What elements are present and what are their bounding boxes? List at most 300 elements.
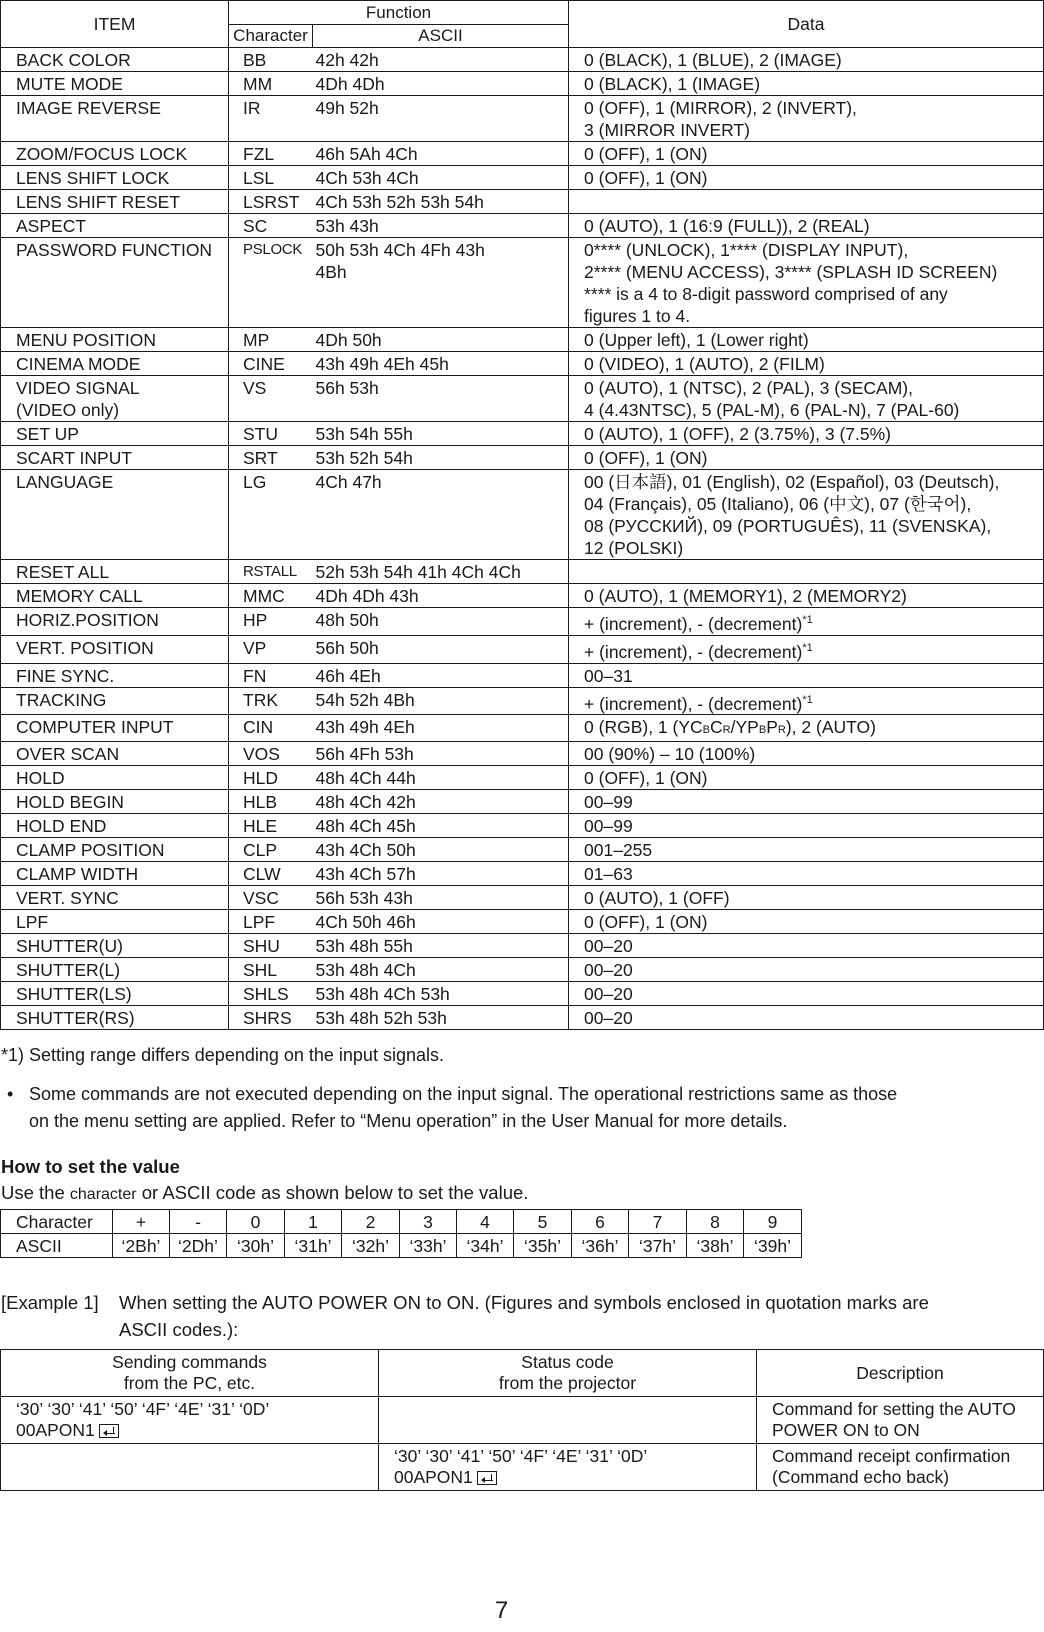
data-cell (569, 96, 1044, 142)
character-cell: CINE (229, 352, 313, 376)
ascii-line: 4Bh (315, 262, 347, 282)
table-row (1, 715, 1044, 742)
example-header-status (379, 1350, 757, 1397)
character-cell: LSL (229, 166, 313, 190)
item-line: LENS SHIFT RESET (16, 192, 181, 212)
table-row (1, 328, 1044, 352)
howto-intro-post: or ASCII code as shown below to set the value. (136, 1182, 529, 1203)
data-cell (569, 352, 1044, 376)
character-cell: LG (229, 470, 313, 560)
ascii-cell (313, 958, 569, 982)
data-cell (569, 190, 1044, 214)
data-cell (569, 862, 1044, 886)
data-cell (569, 982, 1044, 1006)
subscript-letter: R (777, 724, 786, 737)
data-line: 0 (OFF), 1 (ON) (584, 144, 708, 164)
footnote: *1) Setting range differs depending on the input signals. (1, 1045, 444, 1065)
subscript-letter: B (702, 724, 711, 737)
ascii-cell (313, 814, 569, 838)
ascii-line: 46h 4Eh (315, 665, 381, 686)
example-label: [Example 1] (1, 1292, 99, 1313)
item-line: FINE SYNC. (16, 665, 115, 686)
character-cell: SC (229, 214, 313, 238)
table-row (1, 608, 1044, 636)
value-ascii-cell: ‘32h’ (342, 1234, 400, 1258)
item-line: ZOOM/FOCUS LOCK (16, 144, 188, 164)
item-cell (1, 214, 229, 238)
ascii-cell (313, 766, 569, 790)
data-cell (569, 687, 1044, 715)
data-line: 0 (OFF), 1 (ON) (584, 168, 708, 188)
item-cell (1, 742, 229, 766)
example-description-cell (757, 1397, 1044, 1444)
value-character-cell: + (113, 1210, 170, 1234)
item-line: IMAGE REVERSE (16, 98, 161, 118)
item-cell (1, 166, 229, 190)
example-text-line-2: ASCII codes.): (119, 1319, 239, 1340)
data-cell (569, 766, 1044, 790)
ascii-line: 56h 53h (315, 378, 379, 398)
example-status-cell (379, 1397, 757, 1444)
item-line: SHUTTER(RS) (16, 1008, 135, 1029)
value-table-ascii-row (1, 1234, 802, 1258)
item-line: VERT. POSITION (16, 637, 154, 658)
character-cell: LSRST (229, 190, 313, 214)
ascii-line: 53h 48h 4Ch 53h (315, 984, 450, 1005)
example-row (1, 1444, 1044, 1491)
item-cell (1, 328, 229, 352)
character-cell: VS (229, 376, 313, 422)
item-line: PASSWORD FUNCTION (16, 240, 213, 260)
item-line: CINEMA MODE (16, 354, 141, 374)
subscript-letter: B (758, 724, 767, 737)
ascii-line: 4Dh 4Dh 43h (315, 586, 419, 606)
table-row (1, 663, 1044, 687)
data-line: 0 (OFF), 1 (MIRROR), 2 (INVERT), (584, 98, 857, 118)
item-cell (1, 142, 229, 166)
example-status-line (394, 1446, 756, 1467)
table-row (1, 982, 1044, 1006)
character-cell: CLP (229, 838, 313, 862)
item-cell (1, 1006, 229, 1030)
ascii-cell (313, 715, 569, 742)
data-cell (569, 934, 1044, 958)
ascii-line: 53h 48h 52h 53h (315, 1008, 447, 1029)
example-description-line (772, 1467, 1043, 1488)
ascii-line: 56h 50h (315, 637, 379, 658)
item-cell (1, 862, 229, 886)
data-cell (569, 72, 1044, 96)
item-line: COMPUTER INPUT (16, 717, 174, 738)
item-cell (1, 982, 229, 1006)
ascii-line: 4Dh 4Dh (315, 74, 385, 94)
item-line: BACK COLOR (16, 50, 131, 70)
item-line: MEMORY CALL (16, 586, 143, 606)
data-cell (569, 166, 1044, 190)
item-line: MENU POSITION (16, 330, 157, 350)
data-line: 0 (OFF), 1 (ON) (584, 768, 708, 789)
ascii-line: 48h 50h (315, 610, 379, 630)
item-cell (1, 352, 229, 376)
value-character-cell: 3 (400, 1210, 457, 1234)
table-row (1, 934, 1044, 958)
table-row (1, 352, 1044, 376)
bullet-text-line-2: on the menu setting are applied. Refer to “Menu operation” in the User Manual for more details. (29, 1111, 788, 1131)
data-line: 0 (Upper left), 1 (Lower right) (584, 330, 809, 350)
ascii-cell (313, 838, 569, 862)
value-ascii-cell: ‘38h’ (687, 1234, 744, 1258)
command-table-body (1, 48, 1044, 1030)
value-table-character-row (1, 1210, 802, 1234)
table-row (1, 190, 1044, 214)
data-cell (569, 635, 1044, 663)
data-cell (569, 958, 1044, 982)
ascii-line: 4Ch 53h 52h 53h 54h (315, 192, 484, 212)
character-cell: BB (229, 48, 313, 72)
ascii-cell (313, 635, 569, 663)
item-cell (1, 238, 229, 328)
example-description-line (772, 1446, 1043, 1467)
data-cell (569, 886, 1044, 910)
table-row (1, 214, 1044, 238)
ascii-line: 53h 52h 54h (315, 448, 413, 468)
example-table (0, 1349, 1044, 1491)
item-cell (1, 72, 229, 96)
ascii-line: 53h 48h 55h (315, 936, 413, 957)
item-line: HOLD (16, 768, 65, 789)
item-cell (1, 766, 229, 790)
data-cell (569, 214, 1044, 238)
item-cell (1, 838, 229, 862)
item-cell (1, 584, 229, 608)
data-line: 0 (AUTO), 1 (OFF), 2 (3.75%), 3 (7.5%) (584, 424, 891, 444)
table-row (1, 422, 1044, 446)
data-cell (569, 470, 1044, 560)
ascii-cell (313, 1006, 569, 1030)
example-status-text: ‘30’ ‘30’ ‘41’ ‘50’ ‘4F’ ‘4E’ ‘31’ ‘0D’ (394, 1446, 648, 1466)
character-cell: CLW (229, 862, 313, 886)
bullet-text-line-1: Some commands are not executed depending on the input signal. The operational restrictions same as those (29, 1084, 898, 1104)
data-line: 00 (90%) – 10 (100%) (584, 744, 756, 765)
data-line: 00 (日本語), 01 (English), 02 (Español), 03 (Deutsch), (584, 472, 1000, 492)
example-status-text: 00APON1 (394, 1467, 473, 1487)
ascii-cell (313, 238, 569, 328)
ascii-cell (313, 790, 569, 814)
ascii-cell (313, 352, 569, 376)
character-cell: SHRS (229, 1006, 313, 1030)
item-cell (1, 376, 229, 422)
ascii-cell (313, 48, 569, 72)
value-character-cell: 7 (629, 1210, 687, 1234)
item-cell (1, 560, 229, 584)
item-line: VERT. SYNC (16, 888, 119, 909)
ascii-line: 4Ch 50h 46h (315, 912, 416, 933)
data-line: + (increment), - (decrement)$^{*1}$ (584, 613, 813, 634)
table-row (1, 376, 1044, 422)
ascii-cell (313, 910, 569, 934)
data-cell (569, 584, 1044, 608)
character-cell: MM (229, 72, 313, 96)
item-cell (1, 886, 229, 910)
data-line: 00–99 (584, 792, 633, 813)
ascii-line: 56h 4Fh 53h (315, 744, 414, 765)
data-line: 0 (BLACK), 1 (IMAGE) (584, 74, 761, 94)
data-line: 0 (RGB), 1 (YCBCR/YPBPR), 2 (AUTO) (584, 717, 876, 738)
data-line: figures 1 to 4. (584, 306, 691, 326)
character-cell: HLD (229, 766, 313, 790)
item-line: LPF (16, 912, 49, 933)
example-status-cell (379, 1444, 757, 1491)
data-line: 0 (OFF), 1 (ON) (584, 448, 708, 468)
ascii-cell (313, 608, 569, 636)
item-line: OVER SCAN (16, 744, 120, 765)
example-description-text: Command for setting the AUTO (772, 1399, 1016, 1419)
example-description-line (772, 1420, 1043, 1441)
ascii-cell (313, 72, 569, 96)
example-sending-line (16, 1399, 378, 1420)
example-header-description: Description (757, 1350, 1044, 1397)
item-line: SCART INPUT (16, 448, 133, 468)
example-text (119, 1289, 1044, 1343)
character-cell: SRT (229, 446, 313, 470)
character-cell: FZL (229, 142, 313, 166)
ascii-line: 53h 43h (315, 216, 379, 236)
ascii-line: 52h 53h 54h 41h 4Ch 4Ch (315, 562, 521, 582)
example-description-text: POWER ON to ON (772, 1420, 920, 1440)
ascii-line: 4Dh 50h (315, 330, 382, 350)
ascii-line: 49h 52h (315, 98, 379, 118)
enter-key-icon (99, 1424, 119, 1438)
value-table-character-label: Character (1, 1210, 113, 1234)
value-ascii-cell: ‘35h’ (514, 1234, 572, 1258)
data-cell (569, 608, 1044, 636)
data-line: 0 (AUTO), 1 (16:9 (FULL)), 2 (REAL) (584, 216, 870, 236)
item-cell (1, 814, 229, 838)
ascii-line: 53h 54h 55h (315, 424, 413, 444)
value-ascii-cell: ‘36h’ (572, 1234, 629, 1258)
table-row (1, 1006, 1044, 1030)
table-row (1, 742, 1044, 766)
value-character-cell: 9 (744, 1210, 802, 1234)
data-cell (569, 446, 1044, 470)
data-line: 4 (4.43NTSC), 5 (PAL-M), 6 (PAL-N), 7 (PAL-60) (584, 400, 960, 420)
character-cell: SHL (229, 958, 313, 982)
ascii-line: 43h 49h 4Eh 45h (315, 354, 449, 374)
data-line: 00–20 (584, 984, 633, 1005)
character-cell: FN (229, 663, 313, 687)
table-row (1, 238, 1044, 328)
item-line: LENS SHIFT LOCK (16, 168, 170, 188)
ascii-line: 53h 48h 4Ch (315, 960, 416, 981)
item-cell (1, 663, 229, 687)
table-row (1, 910, 1044, 934)
example-row (1, 1397, 1044, 1444)
example-table-body (1, 1397, 1044, 1491)
data-line: 0 (OFF), 1 (ON) (584, 912, 708, 933)
value-ascii-cell: ‘37h’ (629, 1234, 687, 1258)
data-cell (569, 1006, 1044, 1030)
table-row (1, 96, 1044, 142)
character-cell: SHU (229, 934, 313, 958)
ascii-line: 4Ch 47h (315, 472, 382, 492)
table-row (1, 72, 1044, 96)
data-line: 00–31 (584, 665, 633, 686)
character-cell: HP (229, 608, 313, 636)
character-cell: MP (229, 328, 313, 352)
data-line: 04 (Français), 05 (Italiano), 06 (中文), 07 (한국어), (584, 494, 972, 514)
enter-key-arrow (103, 1430, 107, 1436)
table-row (1, 766, 1044, 790)
item-line: VIDEO SIGNAL (16, 378, 140, 398)
enter-key-icon (477, 1471, 497, 1485)
howto-intro-pre: Use the (1, 1182, 70, 1203)
value-character-cell: 5 (514, 1210, 572, 1234)
item-cell (1, 790, 229, 814)
table-row (1, 560, 1044, 584)
bullet-symbol: • (7, 1084, 14, 1104)
table-row (1, 814, 1044, 838)
ascii-line: 48h 4Ch 44h (315, 768, 416, 789)
header-character: Character (229, 25, 313, 48)
ascii-line: 50h 53h 4Ch 4Fh 43h (315, 240, 485, 260)
item-line: HOLD END (16, 816, 107, 837)
header-item: ITEM (1, 1, 229, 48)
example-description-line (772, 1399, 1043, 1420)
value-ascii-cell: ‘33h’ (400, 1234, 457, 1258)
table-row (1, 838, 1044, 862)
example-header-sending-line-1: Sending commands (112, 1352, 267, 1372)
header-data: Data (569, 1, 1044, 48)
data-line: 08 (РУССКИЙ), 09 (PORTUGUÊS), 11 (SVENSKA), (584, 516, 992, 536)
example-sending-cell (1, 1444, 379, 1491)
table-row (1, 862, 1044, 886)
character-cell: HLB (229, 790, 313, 814)
character-cell: RSTALL (229, 560, 313, 584)
ascii-cell (313, 96, 569, 142)
data-line: + (increment), - (decrement)$^{*1}$ (584, 693, 813, 714)
character-cell: IR (229, 96, 313, 142)
character-cell: STU (229, 422, 313, 446)
value-ascii-cell: ‘34h’ (457, 1234, 514, 1258)
data-line: 00–20 (584, 960, 633, 981)
table-row (1, 886, 1044, 910)
table-row (1, 48, 1044, 72)
data-line: 0 (BLACK), 1 (BLUE), 2 (IMAGE) (584, 50, 842, 70)
value-ascii-cell: ‘31h’ (285, 1234, 342, 1258)
item-line: TRACKING (16, 689, 107, 710)
ascii-cell (313, 376, 569, 422)
value-ascii-cell: ‘2Dh’ (170, 1234, 227, 1258)
item-cell (1, 470, 229, 560)
table-row (1, 790, 1044, 814)
character-cell: TRK (229, 687, 313, 715)
data-cell (569, 742, 1044, 766)
item-cell (1, 687, 229, 715)
ascii-line: 54h 52h 4Bh (315, 689, 415, 710)
character-cell: MMC (229, 584, 313, 608)
value-character-cell: 0 (227, 1210, 285, 1234)
item-line: RESET ALL (16, 562, 110, 582)
item-cell (1, 446, 229, 470)
data-cell (569, 838, 1044, 862)
item-cell (1, 715, 229, 742)
example-sending-line (16, 1420, 378, 1441)
table-row (1, 584, 1044, 608)
howto-intro-character: character (69, 1186, 137, 1203)
item-cell (1, 958, 229, 982)
data-cell (569, 48, 1044, 72)
ascii-line: 42h 42h (315, 50, 379, 70)
item-line: SET UP (16, 424, 79, 444)
ascii-line: 4Ch 53h 4Ch (315, 168, 419, 188)
ascii-cell (313, 214, 569, 238)
example-text-line-1: When setting the AUTO POWER ON to ON. (Figures and symbols enclosed in quotation marks are (119, 1292, 929, 1313)
ascii-line: 48h 4Ch 45h (315, 816, 416, 837)
item-cell (1, 934, 229, 958)
character-cell: VOS (229, 742, 313, 766)
ascii-cell (313, 422, 569, 446)
header-ascii: ASCII (313, 25, 569, 48)
example-header-sending-line-2: from the PC, etc. (123, 1373, 256, 1393)
page-number: 7 (494, 1597, 509, 1624)
data-line: 00–99 (584, 816, 633, 837)
example-header-status-line-1: Status code (521, 1352, 614, 1372)
value-table (0, 1209, 802, 1258)
character-cell: VSC (229, 886, 313, 910)
data-cell (569, 328, 1044, 352)
ascii-line: 43h 4Ch 57h (315, 864, 416, 885)
item-line: CLAMP POSITION (16, 840, 165, 861)
data-line: 00–20 (584, 1008, 633, 1029)
example-description-text: (Command echo back) (772, 1467, 950, 1487)
ascii-cell (313, 886, 569, 910)
value-character-cell: 6 (572, 1210, 629, 1234)
ascii-cell (313, 166, 569, 190)
data-line: 0 (VIDEO), 1 (AUTO), 2 (FILM) (584, 354, 825, 374)
data-line: 3 (MIRROR INVERT) (584, 120, 750, 140)
footnote-marker: *1 (802, 614, 813, 626)
subscript-letter: R (722, 724, 731, 737)
data-cell (569, 560, 1044, 584)
ascii-cell (313, 934, 569, 958)
value-character-cell: 4 (457, 1210, 514, 1234)
ascii-cell (313, 328, 569, 352)
table-row (1, 635, 1044, 663)
table-row (1, 470, 1044, 560)
header-function: Function (229, 1, 569, 25)
character-cell: VP (229, 635, 313, 663)
table-row (1, 142, 1044, 166)
item-line: HOLD BEGIN (16, 792, 124, 813)
item-line: CLAMP WIDTH (16, 864, 139, 885)
item-cell (1, 422, 229, 446)
value-ascii-cell: ‘2Bh’ (113, 1234, 170, 1258)
data-line: 0**** (UNLOCK), 1**** (DISPLAY INPUT), (584, 240, 909, 260)
value-ascii-cell: ‘30h’ (227, 1234, 285, 1258)
value-character-cell: 8 (687, 1210, 744, 1234)
ascii-cell (313, 142, 569, 166)
example-sending-text: ‘30’ ‘30’ ‘41’ ‘50’ ‘4F’ ‘4E’ ‘31’ ‘0D’ (16, 1399, 270, 1419)
ascii-cell (313, 584, 569, 608)
item-line: LANGUAGE (16, 472, 114, 492)
item-cell (1, 608, 229, 636)
data-line: 00–20 (584, 936, 633, 957)
table-row (1, 166, 1044, 190)
footnote-marker: *1 (802, 693, 813, 706)
item-line: SHUTTER(L) (16, 960, 121, 981)
ascii-line: 43h 49h 4Eh (315, 717, 415, 738)
data-line: **** is a 4 to 8-digit password comprised of any (584, 284, 948, 304)
